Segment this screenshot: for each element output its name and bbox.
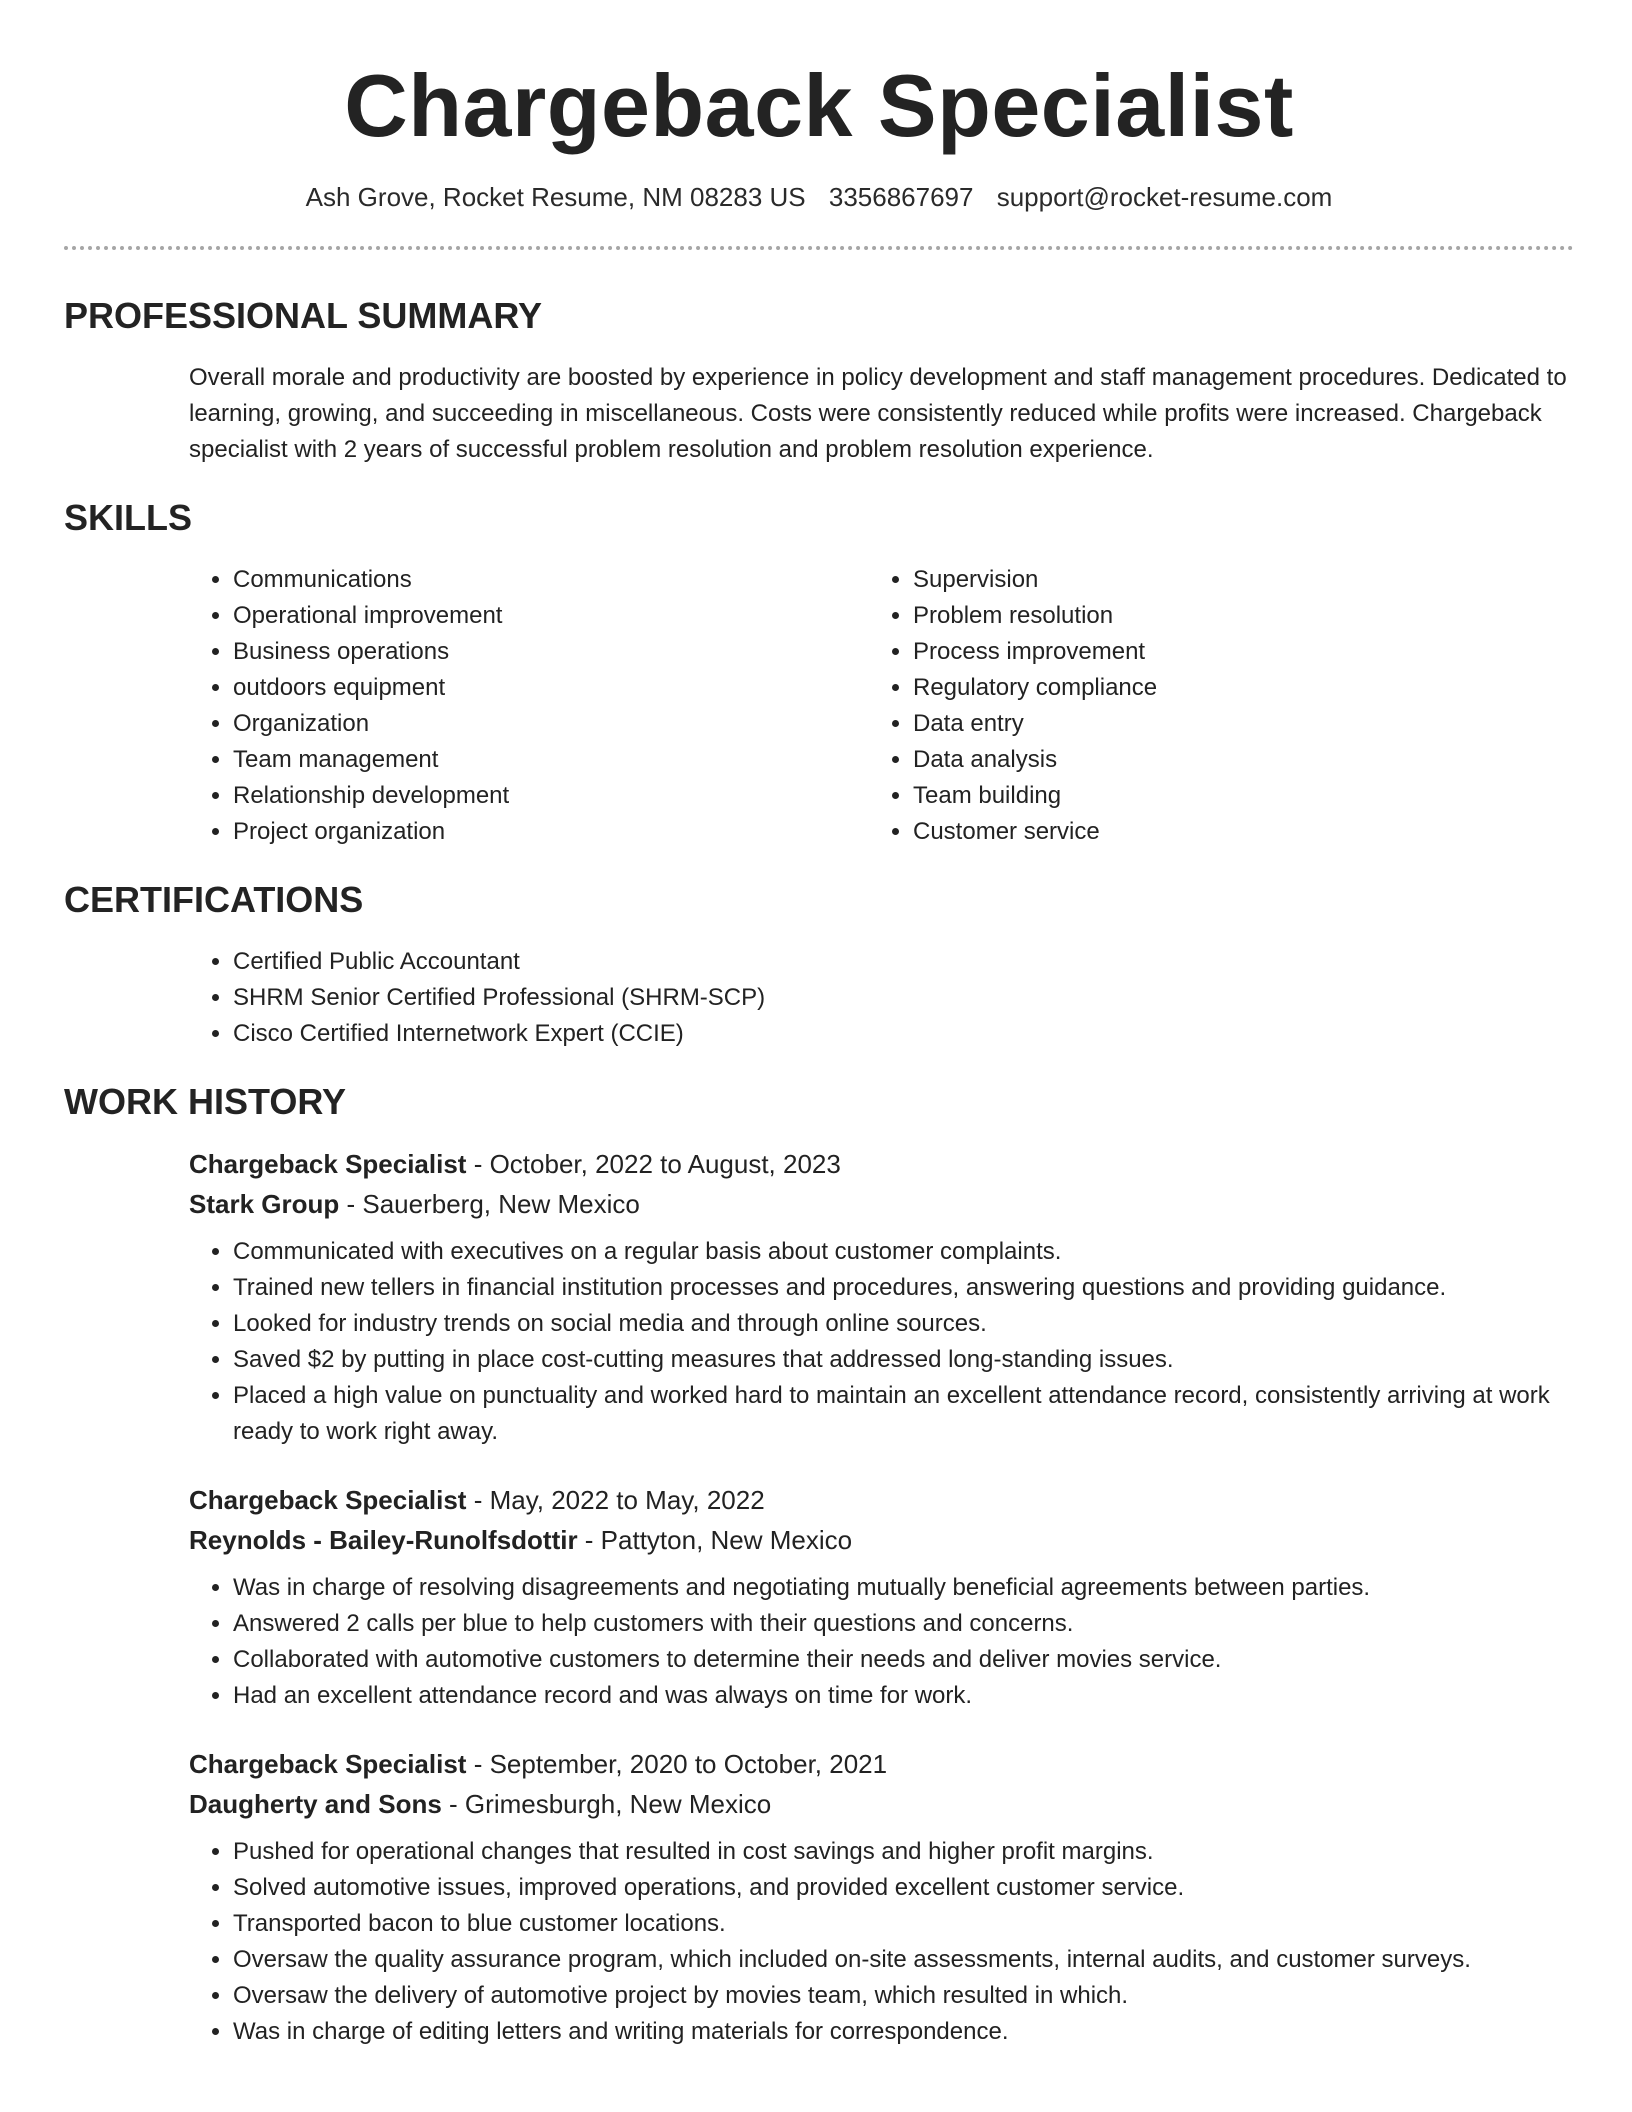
job-company-line — [189, 1520, 1574, 1560]
skills-section — [64, 496, 1574, 850]
certifications-list — [189, 944, 1574, 1052]
job-dates: - May, 2022 to May, 2022 — [466, 1485, 765, 1515]
job-bullet: • Placed a high value on punctuality and worked hard to maintain an excellent attendance record, consistently arriving at work ready to work right away. — [233, 1378, 1574, 1450]
certification-item: • Cisco Certified Internetwork Expert (CCIE) — [233, 1016, 1574, 1052]
job-bullet: • Communicated with executives on a regular basis about customer complaints. — [233, 1234, 1574, 1270]
summary-title: PROFESSIONAL SUMMARY — [64, 295, 543, 336]
job-role: Chargeback Specialist — [189, 1485, 467, 1515]
skill-item: • Data entry — [913, 706, 1549, 742]
contact-address: Ash Grove, Rocket Resume, NM 08283 US — [305, 182, 806, 212]
certifications-title: CERTIFICATIONS — [64, 879, 364, 920]
job-bullet: • Pushed for operational changes that resulted in cost savings and higher profit margins. — [233, 1834, 1574, 1870]
skill-item: • Customer service — [913, 814, 1549, 850]
skills-title: SKILLS — [64, 497, 193, 538]
job-location: - Sauerberg, New Mexico — [339, 1189, 640, 1219]
job-bullet: • Looked for industry trends on social media and through online sources. — [233, 1306, 1574, 1342]
job-title-line — [189, 1744, 1574, 1784]
job-bullet: • Solved automotive issues, improved operations, and provided excellent customer service. — [233, 1870, 1574, 1906]
contact-email: support@rocket-resume.com — [996, 182, 1333, 212]
skill-item: • outdoors equipment — [233, 670, 869, 706]
skill-item: • Regulatory compliance — [913, 670, 1549, 706]
job-bullet: • Collaborated with automotive customers to determine their needs and deliver movies service. — [233, 1642, 1574, 1678]
job-bullets — [189, 1234, 1574, 1450]
job-bullet: • Oversaw the quality assurance program, which included on-site assessments, internal audits, and customer surveys. — [233, 1942, 1574, 1978]
job-bullet: • Was in charge of resolving disagreements and negotiating mutually beneficial agreements between parties. — [233, 1570, 1574, 1606]
skill-item: • Supervision — [913, 562, 1549, 598]
job-company-line — [189, 1184, 1574, 1224]
job-company-line — [189, 1784, 1574, 1824]
certification-item: • SHRM Senior Certified Professional (SHRM-SCP) — [233, 980, 1574, 1016]
skill-item: • Communications — [233, 562, 869, 598]
job-company: Reynolds - Bailey-Runolfsdottir — [189, 1525, 578, 1555]
candidate-name: Chargeback Specialist — [344, 56, 1294, 155]
skill-item: • Business operations — [233, 634, 869, 670]
skills-grid — [189, 562, 1574, 850]
work-section — [64, 1080, 1574, 2050]
job-dates: - October, 2022 to August, 2023 — [466, 1149, 841, 1179]
skill-item: • Team management — [233, 742, 869, 778]
skills-column-right — [869, 562, 1549, 850]
skill-item: • Relationship development — [233, 778, 869, 814]
job-dates: - September, 2020 to October, 2021 — [466, 1749, 888, 1779]
certifications-list-wrap — [189, 944, 1574, 1052]
job-bullet: • Transported bacon to blue customer locations. — [233, 1906, 1574, 1942]
job-company: Stark Group — [189, 1189, 340, 1219]
header-divider — [64, 246, 1574, 250]
job-bullet: • Oversaw the delivery of automotive project by movies team, which resulted in which. — [233, 1978, 1574, 2014]
resume-page — [64, 0, 1574, 2080]
skill-item: • Data analysis — [913, 742, 1549, 778]
job-location: - Grimesburgh, New Mexico — [441, 1789, 772, 1819]
certifications-section — [64, 878, 1574, 1052]
job-bullets — [189, 1834, 1574, 2050]
job-role: Chargeback Specialist — [189, 1149, 467, 1179]
job-bullet: • Had an excellent attendance record and was always on time for work. — [233, 1678, 1574, 1714]
skill-item: • Problem resolution — [913, 598, 1549, 634]
skill-item: • Process improvement — [913, 634, 1549, 670]
job-location: - Pattyton, New Mexico — [577, 1525, 853, 1555]
job-bullet: • Saved $2 by putting in place cost-cutting measures that addressed long-standing issues. — [233, 1342, 1574, 1378]
summary-section — [64, 294, 1574, 468]
job-bullet: • Trained new tellers in financial institution processes and procedures, answering questions and providing guidance. — [233, 1270, 1574, 1306]
job-role: Chargeback Specialist — [189, 1749, 467, 1779]
certification-item: • Certified Public Accountant — [233, 944, 1574, 980]
job-entry — [189, 1480, 1574, 1714]
contact-phone: 3356867697 — [828, 182, 974, 212]
jobs-list — [189, 1144, 1574, 2050]
summary-text: Overall morale and productivity are boosted by experience in policy development and staff management procedures. Dedicated to learning, growing, and succeeding in miscellaneous. Costs were consistently reduced while profits were increased. Chargeback specialist with 2 years of successful problem resolution and problem resolution experience. — [189, 364, 1567, 463]
skill-item: • Team building — [913, 778, 1549, 814]
job-bullets — [189, 1570, 1574, 1714]
job-bullet: • Was in charge of editing letters and writing materials for correspondence. — [233, 2014, 1574, 2050]
skill-item: • Organization — [233, 706, 869, 742]
job-entry — [189, 1744, 1574, 2050]
work-title: WORK HISTORY — [64, 1081, 347, 1122]
job-company: Daugherty and Sons — [189, 1789, 442, 1819]
skill-item: • Project organization — [233, 814, 869, 850]
skills-column-left — [189, 562, 869, 850]
job-title-line — [189, 1144, 1574, 1184]
job-bullet: • Answered 2 calls per blue to help customers with their questions and concerns. — [233, 1606, 1574, 1642]
skill-item: • Operational improvement — [233, 598, 869, 634]
contact-line — [64, 180, 1574, 214]
job-entry — [189, 1144, 1574, 1450]
job-title-line — [189, 1480, 1574, 1520]
